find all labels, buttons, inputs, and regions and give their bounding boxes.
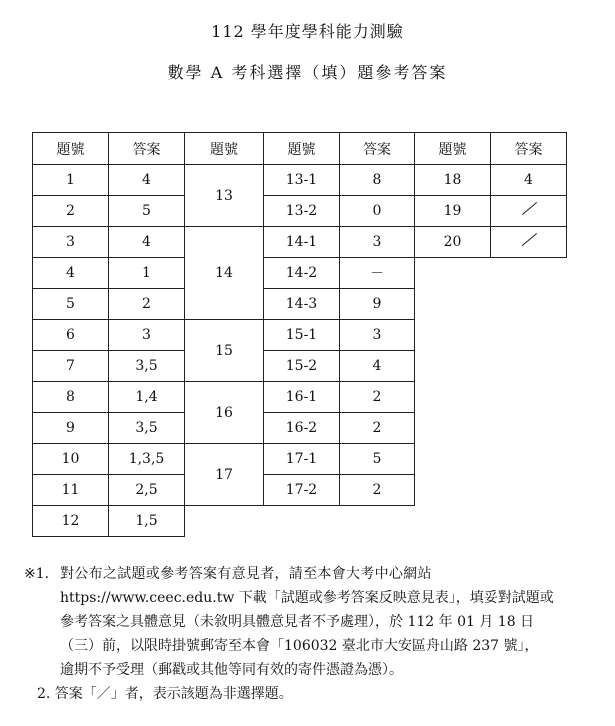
answer-cell: 3 bbox=[340, 227, 415, 258]
question-number: 7 bbox=[33, 351, 109, 382]
question-number: 9 bbox=[33, 413, 109, 444]
question-number: 19 bbox=[415, 196, 491, 227]
table-row bbox=[33, 444, 567, 475]
group-number: 16 bbox=[185, 382, 264, 444]
page-subtitle: 數學 A 考科選擇（填）題參考答案 bbox=[167, 63, 448, 82]
answer-cell: 2 bbox=[340, 475, 415, 506]
answer-cell: 2 bbox=[340, 382, 415, 413]
answer-cell: 1 bbox=[109, 258, 185, 289]
empty-cell bbox=[491, 475, 567, 506]
table-row bbox=[33, 506, 567, 537]
question-number: 8 bbox=[33, 382, 109, 413]
empty-cell bbox=[415, 413, 491, 444]
empty-cell bbox=[340, 506, 415, 537]
group-number: 15 bbox=[185, 320, 264, 382]
note-line: 對公布之試題或參考答案有意見者，請至本會大考中心網站 bbox=[60, 566, 432, 582]
note-mark: ※1. bbox=[24, 566, 50, 582]
sub-question-number: 15-2 bbox=[264, 351, 340, 382]
header-cell: 題號 bbox=[33, 133, 109, 165]
question-number: 10 bbox=[33, 444, 109, 475]
answer-cell: 4 bbox=[109, 227, 185, 258]
empty-cell bbox=[415, 475, 491, 506]
empty-cell bbox=[264, 506, 340, 537]
question-number: 1 bbox=[33, 165, 109, 196]
sub-question-number: 14-1 bbox=[264, 227, 340, 258]
table-row bbox=[33, 289, 567, 320]
note-2: 2. 答案「／」者，表示該題為非選擇題。 bbox=[37, 686, 293, 702]
answer-cell: 1,4 bbox=[109, 382, 185, 413]
empty-cell bbox=[491, 320, 567, 351]
answer-cell: 5 bbox=[340, 444, 415, 475]
notes-section bbox=[24, 562, 594, 706]
empty-cell bbox=[415, 258, 491, 289]
sub-question-number: 17-1 bbox=[264, 444, 340, 475]
question-number: 11 bbox=[33, 475, 109, 506]
question-number: 4 bbox=[33, 258, 109, 289]
answer-cell: 3,5 bbox=[109, 413, 185, 444]
note-line: 參考答案之具體意見（未敘明具體意見者不予處理），於 112 年 01 月 18 日 bbox=[60, 614, 535, 630]
header-cell: 答案 bbox=[109, 133, 185, 165]
empty-cell bbox=[491, 413, 567, 444]
answer-cell: 4 bbox=[340, 351, 415, 382]
answer-cell: 2 bbox=[340, 413, 415, 444]
sub-question-number: 13-2 bbox=[264, 196, 340, 227]
table-row bbox=[33, 320, 567, 351]
slash-mark bbox=[522, 202, 536, 216]
slash-mark bbox=[522, 233, 536, 247]
answer-cell: 9 bbox=[340, 289, 415, 320]
group-number: 13 bbox=[185, 165, 264, 227]
answer-table bbox=[32, 132, 567, 537]
header-cell: 答案 bbox=[340, 133, 415, 165]
empty-cell bbox=[491, 289, 567, 320]
header-cell: 題號 bbox=[415, 133, 491, 165]
empty-cell bbox=[415, 289, 491, 320]
table-row bbox=[33, 413, 567, 444]
table-row bbox=[33, 258, 567, 289]
question-number: 2 bbox=[33, 196, 109, 227]
answer-cell: 1,3,5 bbox=[109, 444, 185, 475]
note-1 bbox=[24, 562, 594, 586]
header-cell: 題號 bbox=[185, 133, 264, 165]
sub-question-number: 14-3 bbox=[264, 289, 340, 320]
header-cell: 答案 bbox=[491, 133, 567, 165]
answer-cell: 2 bbox=[109, 289, 185, 320]
answer-cell: 1,5 bbox=[109, 506, 185, 537]
sub-question-number: 17-2 bbox=[264, 475, 340, 506]
sub-question-number: 14-2 bbox=[264, 258, 340, 289]
answer-cell: 3,5 bbox=[109, 351, 185, 382]
table-row bbox=[33, 165, 567, 196]
sub-question-number: 13-1 bbox=[264, 165, 340, 196]
note-line: 逾期不予受理（郵戳或其他等同有效的寄件憑證為憑）。 bbox=[60, 662, 403, 678]
question-number: 3 bbox=[33, 227, 109, 258]
answer-cell bbox=[491, 196, 567, 227]
question-number: 20 bbox=[415, 227, 491, 258]
table-header-row bbox=[33, 133, 567, 165]
answer-cell: 0 bbox=[340, 196, 415, 227]
group-number: 17 bbox=[185, 444, 264, 506]
note-line: https://www.ceec.edu.tw 下載「試題或參考答案反映意見表」，填妥對試題或 bbox=[60, 590, 554, 606]
note-line: （三）前，以限時掛號郵寄至本會「106032 臺北市大安區舟山路 237 號」， bbox=[60, 638, 539, 654]
empty-cell bbox=[415, 351, 491, 382]
answer-cell: 8 bbox=[340, 165, 415, 196]
empty-cell bbox=[415, 320, 491, 351]
answer-cell: 3 bbox=[109, 320, 185, 351]
answer-cell: 4 bbox=[109, 165, 185, 196]
empty-cell bbox=[415, 444, 491, 475]
empty-cell bbox=[415, 382, 491, 413]
question-number: 18 bbox=[415, 165, 491, 196]
empty-cell bbox=[491, 258, 567, 289]
table-row bbox=[33, 227, 567, 258]
empty-cell bbox=[491, 382, 567, 413]
header-cell: 題號 bbox=[264, 133, 340, 165]
page-title: 112 學年度學科能力測驗 bbox=[211, 22, 404, 41]
group-number: 14 bbox=[185, 227, 264, 320]
answer-cell: 4 bbox=[491, 165, 567, 196]
table-row bbox=[33, 382, 567, 413]
question-number: 5 bbox=[33, 289, 109, 320]
sub-question-number: 15-1 bbox=[264, 320, 340, 351]
empty-cell bbox=[491, 351, 567, 382]
empty-cell bbox=[491, 506, 567, 537]
question-number: 12 bbox=[33, 506, 109, 537]
sub-question-number: 16-1 bbox=[264, 382, 340, 413]
table-row bbox=[33, 196, 567, 227]
answer-cell: 3 bbox=[340, 320, 415, 351]
table-row bbox=[33, 475, 567, 506]
answer-cell bbox=[491, 227, 567, 258]
answer-cell: － bbox=[340, 258, 415, 289]
empty-cell bbox=[185, 506, 264, 537]
question-number: 6 bbox=[33, 320, 109, 351]
answer-cell: 5 bbox=[109, 196, 185, 227]
empty-cell bbox=[491, 444, 567, 475]
empty-cell bbox=[415, 506, 491, 537]
answer-cell: 2,5 bbox=[109, 475, 185, 506]
table-row bbox=[33, 351, 567, 382]
sub-question-number: 16-2 bbox=[264, 413, 340, 444]
